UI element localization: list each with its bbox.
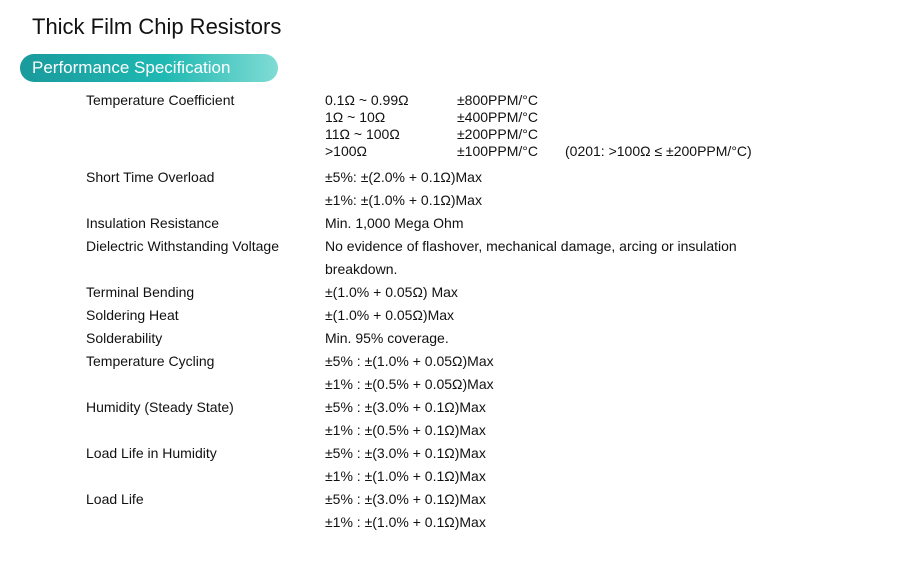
spec-label: Dielectric Withstanding Voltage — [86, 238, 279, 254]
spec-value: ±1% : ±(1.0% + 0.1Ω)Max — [325, 468, 486, 484]
spec-value: ±5%: ±(2.0% + 0.1Ω)Max — [325, 169, 482, 185]
spec-row-solderability — [86, 327, 886, 350]
spec-value: ±(1.0% + 0.05Ω)Max — [325, 307, 455, 323]
spec-label: Soldering Heat — [86, 307, 179, 323]
section-header: Performance Specification — [20, 54, 278, 82]
spec-value: ±5% : ±(3.0% + 0.1Ω)Max — [325, 445, 486, 461]
tc-range: >100Ω — [325, 143, 367, 159]
spec-label: Temperature Cycling — [86, 353, 215, 369]
spec-value: Min. 1,000 Mega Ohm — [325, 215, 464, 231]
spec-label: Short Time Overload — [86, 169, 215, 185]
spec-value: ±5% : ±(1.0% + 0.05Ω)Max — [325, 353, 494, 369]
spec-value: ±5% : ±(3.0% + 0.1Ω)Max — [325, 491, 486, 507]
tc-range: 11Ω ~ 100Ω — [325, 126, 400, 142]
spec-row-insulation-resistance — [86, 212, 886, 235]
tc-range: 0.1Ω ~ 0.99Ω — [325, 92, 409, 108]
spec-label: Temperature Coefficient — [86, 92, 235, 108]
spec-row-dielectric-withstanding-voltage — [86, 235, 886, 281]
tc-ppm: ±400PPM/°C — [457, 109, 538, 125]
tc-ppm: ±800PPM/°C — [457, 92, 538, 108]
spec-value: ±5% : ±(3.0% + 0.1Ω)Max — [325, 399, 486, 415]
spec-row-load-life-in-humidity — [86, 442, 886, 488]
tc-ppm: ±100PPM/°C — [457, 143, 538, 159]
tc-note: (0201: >100Ω ≤ ±200PPM/°C) — [565, 143, 752, 159]
tc-ppm: ±200PPM/°C — [457, 126, 538, 142]
spec-label: Solderability — [86, 330, 163, 346]
spec-value: Min. 95% coverage. — [325, 330, 449, 346]
spec-row-soldering-heat — [86, 304, 886, 327]
spec-row-load-life — [86, 488, 886, 534]
spec-label: Terminal Bending — [86, 284, 195, 300]
spec-value: ±1% : ±(0.5% + 0.1Ω)Max — [325, 422, 486, 438]
spec-row-terminal-bending — [86, 281, 886, 304]
tc-range: 1Ω ~ 10Ω — [325, 109, 386, 125]
spec-label: Load Life in Humidity — [86, 445, 217, 461]
spec-value: ±1% : ±(1.0% + 0.1Ω)Max — [325, 514, 486, 530]
spec-label: Humidity (Steady State) — [86, 399, 234, 415]
spec-table — [86, 92, 886, 534]
spec-label: Load Life — [86, 491, 144, 507]
spec-row-humidity-steady-state — [86, 396, 886, 442]
spec-value: ±1%: ±(1.0% + 0.1Ω)Max — [325, 192, 482, 208]
temperature-coefficient-row — [86, 92, 886, 166]
spec-value: ±(1.0% + 0.05Ω) Max — [325, 284, 458, 300]
spec-label: Insulation Resistance — [86, 215, 220, 231]
spec-row-temperature-cycling — [86, 350, 886, 396]
page-title: Thick Film Chip Resistors — [32, 14, 282, 39]
spec-value: No evidence of flashover, mechanical damage, arcing or insulation breakdown. — [325, 238, 737, 277]
spec-row-short-time-overload — [86, 166, 886, 212]
spec-value: ±1% : ±(0.5% + 0.05Ω)Max — [325, 376, 494, 392]
